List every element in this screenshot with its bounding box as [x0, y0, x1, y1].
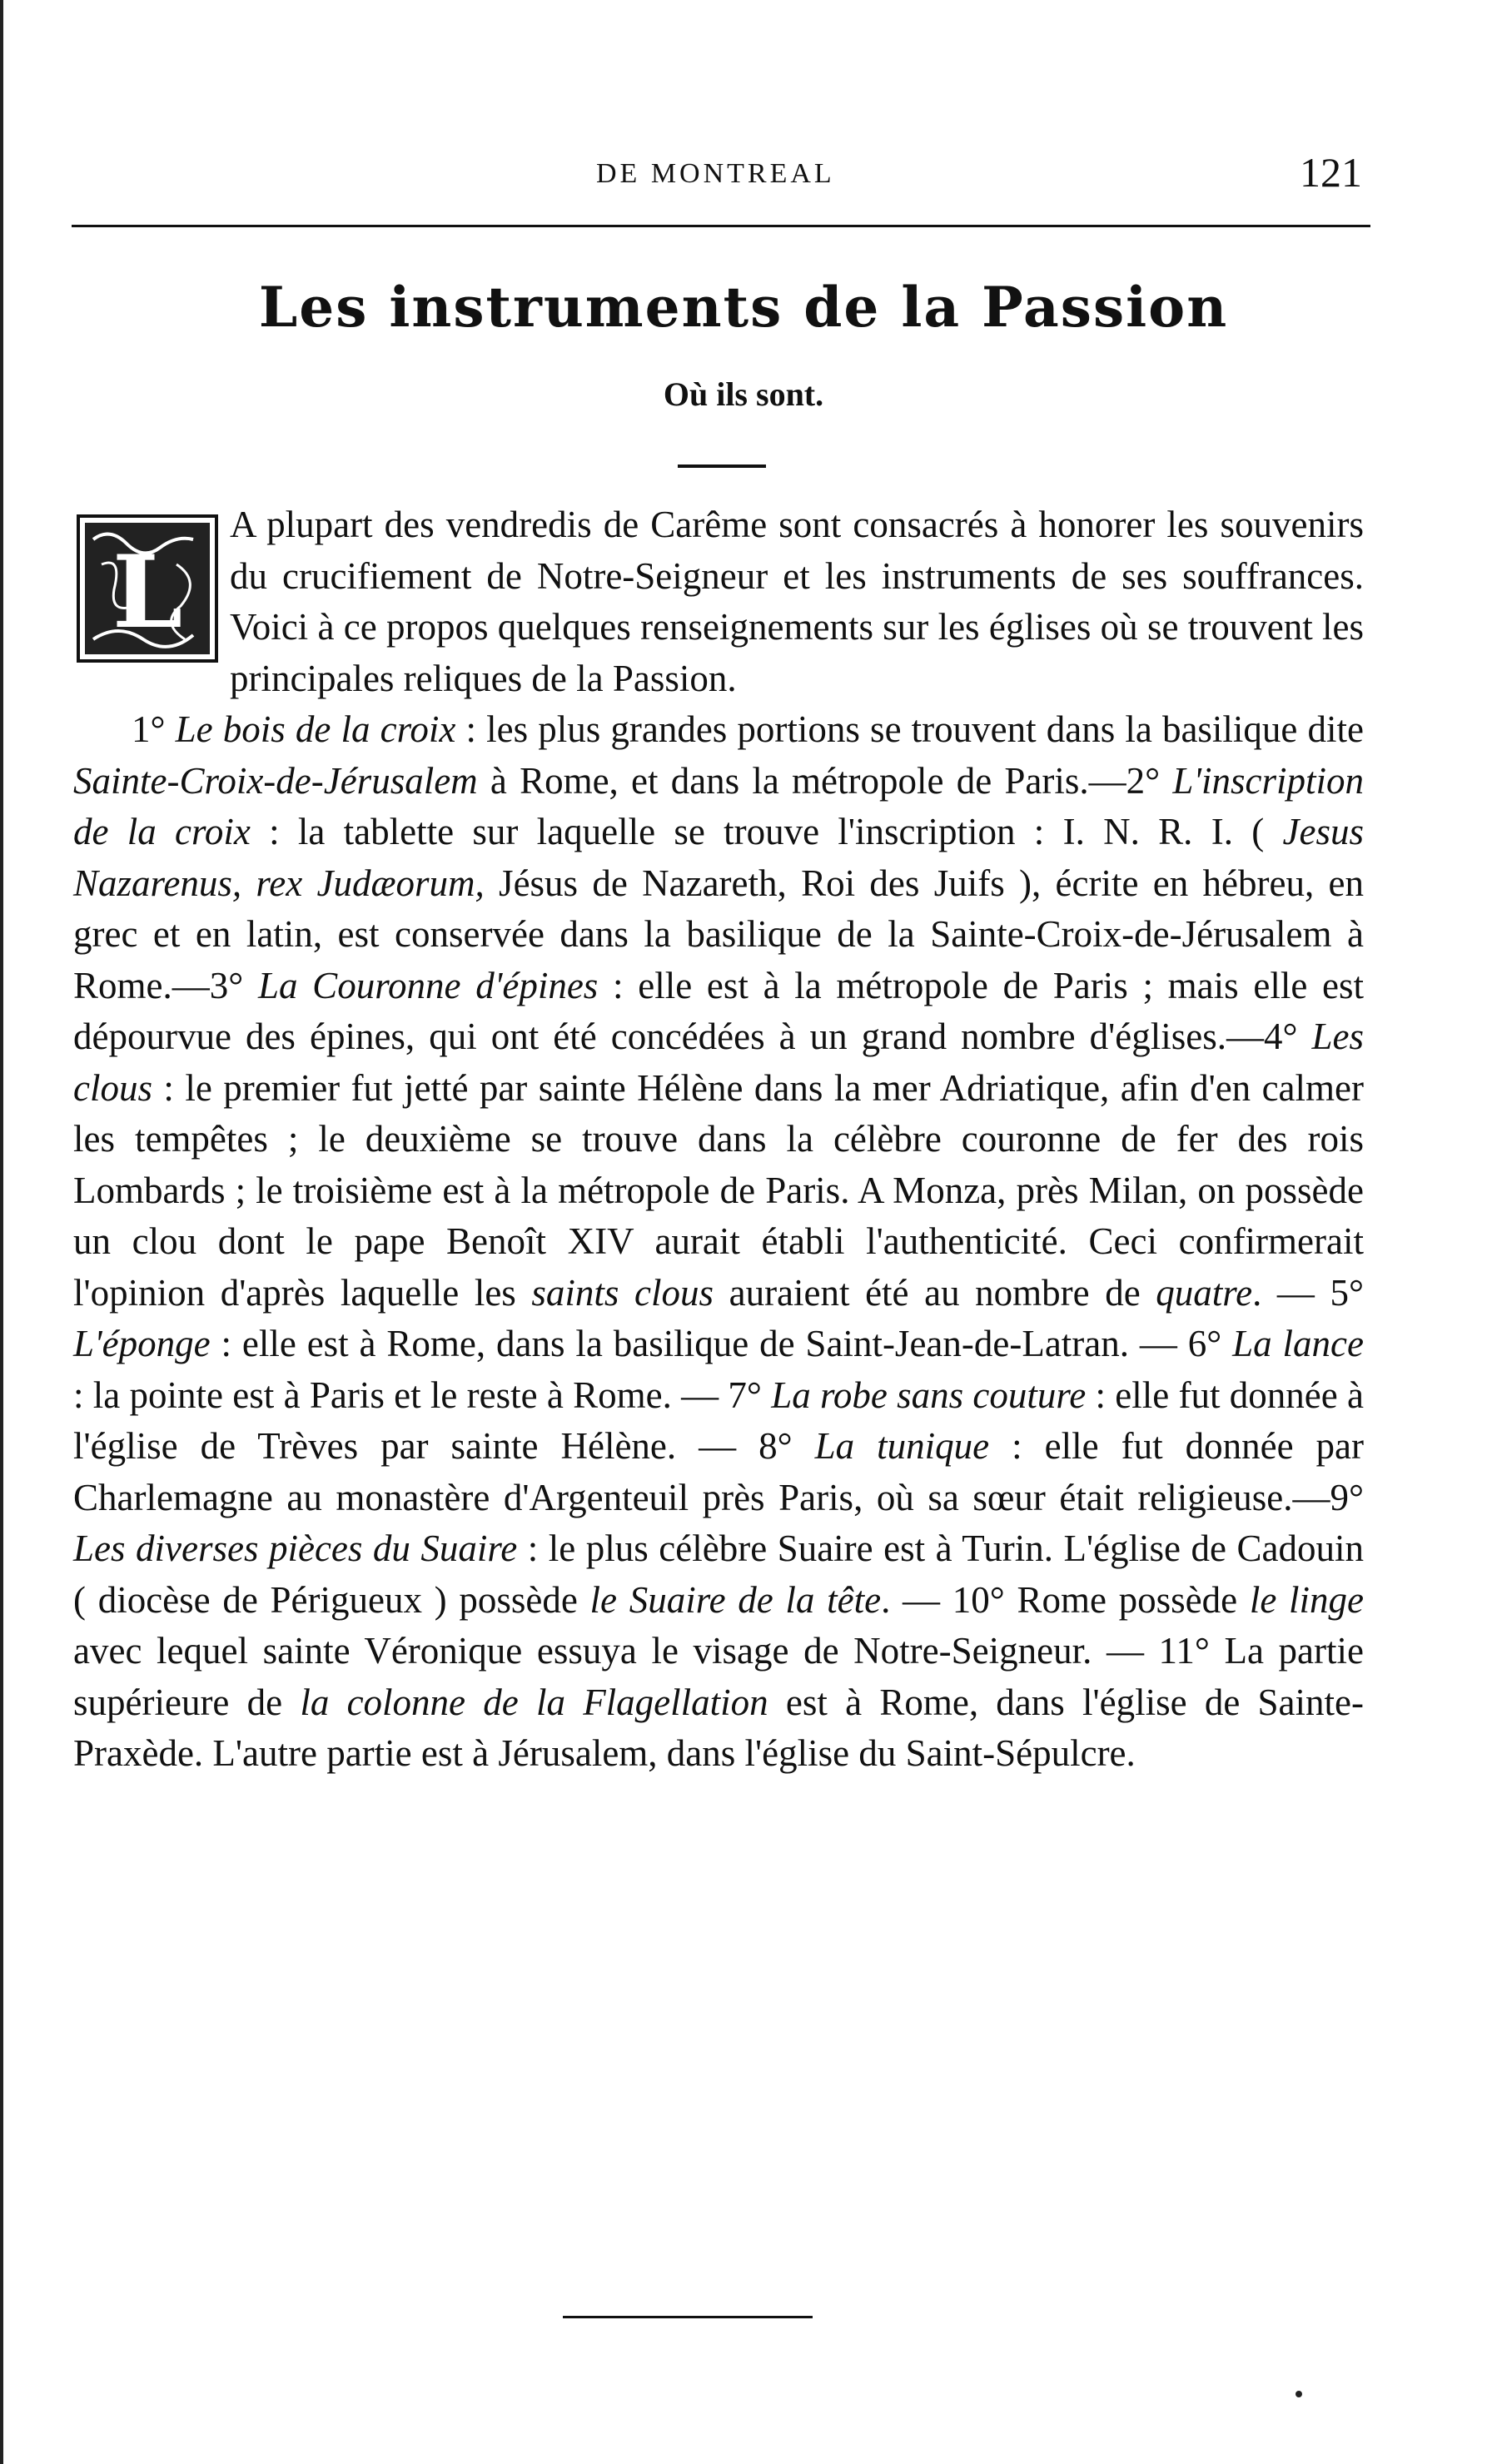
article-title: Les instruments de la Passion	[258, 275, 1229, 340]
italic-term: le linge	[1249, 1578, 1364, 1621]
body-text-run: 1°	[132, 708, 176, 750]
italic-term: La lance	[1232, 1323, 1364, 1364]
italic-term: Les diverses pièces du Suaire	[73, 1528, 518, 1569]
body-text-run: : les plus grandes portions se trouvent dans la basilique dite	[455, 708, 1365, 750]
body-text-run: : la tablette sur laquelle se trouve l'inscription : I. N. R. I. (	[250, 811, 1283, 852]
body-text-run: Jésus de Nazareth, Roi des Juifs ), écrite en hébreu, en grec et en latin, est conservée dans la basilique de la Sainte-Croix-de-Jérusalem à Rome.—3°	[73, 862, 1364, 1006]
body-text-run: . — 10° Rome possède	[881, 1578, 1250, 1621]
intro-text: A plupart des vendredis de Carême sont consacrés à honorer les souvenirs du crucifiement de Notre-Seigneur et les instruments de ses souffrances. Voici à ce propos quelques renseignements sur les églises où se trouvent les principales reliques de la Passion.	[230, 504, 1364, 699]
end-rule	[563, 2316, 813, 2318]
italic-term: Jesus Nazarenus, rex Judæorum,	[73, 811, 1364, 904]
header-rule	[72, 225, 1370, 227]
stray-dot	[1296, 2391, 1302, 2397]
body-text-run: est à Rome, dans l'église de Sainte-Praxède. L'autre partie est à Jérusalem, dans l'église du Saint-Sépulcre.	[73, 1681, 1364, 1774]
page-number: 121	[1300, 149, 1362, 196]
body-text-run: : elle est à Rome, dans la basilique de Saint-Jean-de-Latran. — 6°	[210, 1323, 1233, 1364]
italic-term: le Suaire de la tête	[589, 1578, 882, 1621]
article-subtitle: Où ils sont.	[663, 375, 824, 413]
italic-term: La Couronne d'épines	[257, 964, 599, 1006]
body-text-run: : elle fut donnée à l'église de Trèves par sainte Hélène. — 8°	[73, 1374, 1364, 1467]
italic-term: L'éponge	[73, 1323, 211, 1364]
intro-paragraph	[73, 499, 1364, 704]
italic-term: La tunique	[814, 1425, 990, 1467]
body-text-run: à Rome, et dans la métropole de Paris.—2°	[477, 759, 1173, 802]
italic-term: quatre	[1156, 1271, 1253, 1314]
dropcap-letter: L	[112, 534, 183, 651]
ornamental-dropcap-icon	[77, 514, 218, 663]
italic-term: Le bois de la croix	[175, 708, 456, 750]
body-text-run: avec lequel sainte Véronique essuya le visage de Notre-Seigneur. — 11° La partie supérieure de	[73, 1630, 1364, 1723]
page-edge-rule	[0, 0, 3, 2464]
article-body	[73, 499, 1364, 1780]
running-title: DE MONTREAL	[596, 158, 835, 189]
body-text-run: : le premier fut jetté par sainte Hélène dans la mer Adriatique, afin d'en calmer les tempêtes ; le deuxième se trouve dans la célèbre couronne de fer des rois Lombards ; le troisième est à la métropole de Paris. A Monza, près Milan, on possède un clou dont le pape Benoît XIV aurait établi l'authenticité. Ceci confirmerait l'opinion d'après laquelle les	[73, 1066, 1364, 1314]
body-text-run: : elle fut donnée par Charlemagne au monastère d'Argenteuil près Paris, où sa sœur était religieuse.—9°	[73, 1425, 1365, 1518]
running-header	[72, 148, 1370, 198]
body-text-run: . — 5°	[1252, 1271, 1364, 1314]
italic-term: L'inscription de la croix	[73, 759, 1364, 852]
italic-term: La robe sans couture	[771, 1374, 1087, 1416]
body-text-run: : elle est à la métropole de Paris ; mais elle est dépourvue des épines, qui ont été concédées à un grand nombre d'églises.—4°	[73, 964, 1364, 1057]
title-separator-rule	[678, 464, 766, 468]
italic-term: la colonne de la Flagellation	[300, 1681, 768, 1723]
italic-term: Sainte-Croix-de-Jérusalem	[73, 759, 478, 802]
italic-term: Les clous	[73, 1016, 1364, 1109]
body-text-run: auraient été au nombre de	[714, 1271, 1156, 1314]
body-text-run: : la pointe est à Paris et le reste à Rome. — 7°	[73, 1374, 772, 1416]
relics-paragraph	[73, 704, 1364, 1780]
body-text-run: : le plus célèbre Suaire est à Turin. L'église de Cadouin ( diocèse de Périgueux ) possède	[73, 1528, 1364, 1621]
italic-term: saints clous	[531, 1271, 714, 1314]
